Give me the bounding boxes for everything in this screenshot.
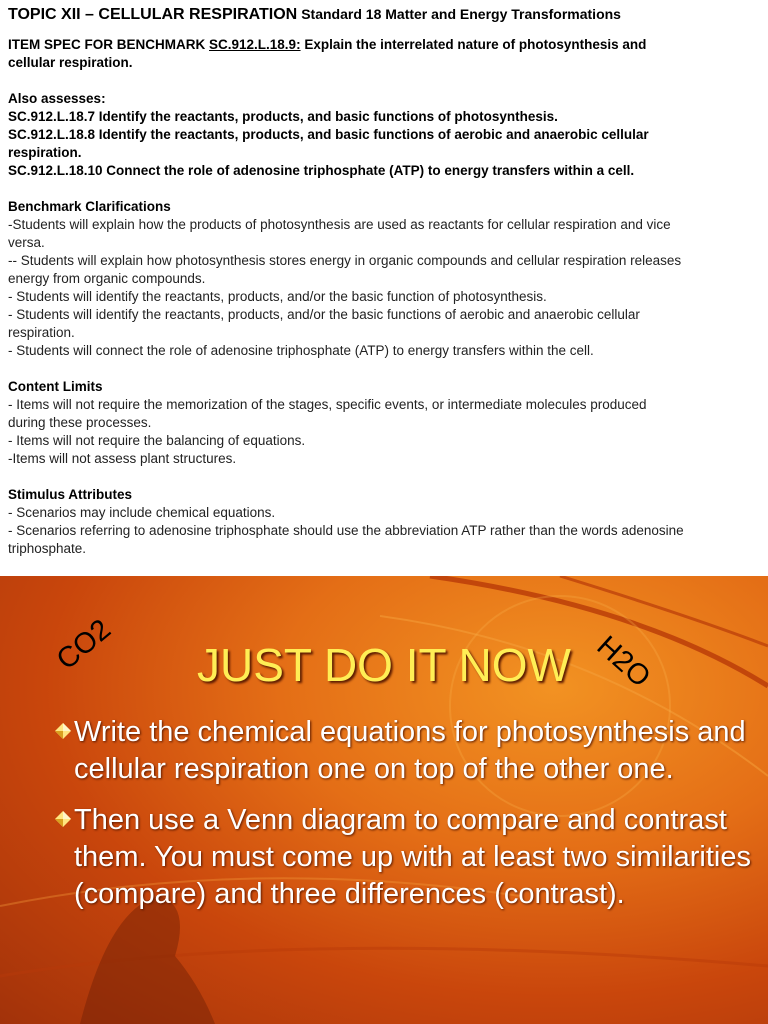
also-item: SC.912.L.18.7 Identify the reactants, products, and basic functions of photosynthesis.: [8, 109, 558, 124]
clar-line: - Students will identify the reactants, products, and/or the basic function of photosynthesis.: [8, 289, 547, 304]
diamond-bullet-icon: [52, 723, 74, 739]
doc-title-sub: Standard 18 Matter and Energy Transformations: [301, 6, 621, 22]
co2-label: CO2: [50, 613, 118, 677]
stim-line: - Scenarios referring to adenosine triphosphate should use the abbreviation ATP rather than the words adenosine: [8, 523, 684, 538]
clar-list: [8, 216, 760, 360]
item-spec-prefix: ITEM SPEC FOR BENCHMARK: [8, 37, 210, 52]
stim-heading: Stimulus Attributes: [8, 487, 133, 502]
clar-heading: Benchmark Clarifications: [8, 199, 171, 214]
clar-line: - Students will connect the role of adenosine triphosphate (ATP) to energy transfers within the cell.: [8, 343, 594, 358]
slide-bullet-list: [52, 714, 752, 927]
also-list: [8, 108, 760, 180]
item-spec-code: SC.912.L.18.9:: [209, 37, 301, 52]
doc-title: [8, 6, 760, 24]
stim-line: triphosphate.: [8, 541, 87, 556]
clar-line: -Students will explain how the products of photosynthesis are used as reactants for cellular respiration and vice: [8, 217, 671, 232]
slide-bullet: [52, 714, 752, 788]
slide-title: JUST DO IT NOW: [197, 639, 571, 691]
limits-line: - Items will not require the balancing of equations.: [8, 433, 306, 448]
stim-line: - Scenarios may include chemical equations.: [8, 505, 276, 520]
item-spec-line-2: cellular respiration.: [8, 55, 133, 70]
clar-line: energy from organic compounds.: [8, 271, 206, 286]
slide-bullet: [52, 802, 752, 913]
limits-line: - Items will not require the memorization of the stages, specific events, or intermediate molecules produced: [8, 397, 647, 412]
limits-line: -Items will not assess plant structures.: [8, 451, 237, 466]
slide: [0, 576, 768, 1024]
item-spec-text: Explain the interrelated nature of photosynthesis and: [300, 37, 647, 52]
limits-line: during these processes.: [8, 415, 152, 430]
clar-line: respiration.: [8, 325, 75, 340]
limits-list: [8, 396, 760, 468]
clar-line: -- Students will explain how photosynthesis stores energy in organic compounds and cellular respiration releases: [8, 253, 682, 268]
also-item: respiration.: [8, 145, 82, 160]
stim-list: [8, 504, 760, 558]
slide-bullet-text: Write the chemical equations for photosynthesis and cellular respiration one on top of the other one.: [74, 716, 746, 785]
clar-line: versa.: [8, 235, 45, 250]
also-item: SC.912.L.18.8 Identify the reactants, products, and basic functions of aerobic and anaerobic cellular: [8, 127, 649, 142]
doc-title-main: TOPIC XII – CELLULAR RESPIRATION: [8, 6, 298, 23]
slide-bullet-text: Then use a Venn diagram to compare and contrast them. You must come up with at least two similarities (compare) and three differences (contrast).: [74, 804, 751, 910]
also-heading: Also assesses:: [8, 91, 106, 106]
clar-line: - Students will identify the reactants, products, and/or the basic functions of aerobic and anaerobic cellular: [8, 307, 640, 322]
item-spec: [8, 36, 760, 54]
also-item: SC.912.L.18.10 Connect the role of adenosine triphosphate (ATP) to energy transfers within a cell.: [8, 163, 635, 178]
diamond-bullet-icon: [52, 811, 74, 827]
h2o-label: H2O: [590, 630, 657, 694]
limits-heading: Content Limits: [8, 379, 103, 394]
